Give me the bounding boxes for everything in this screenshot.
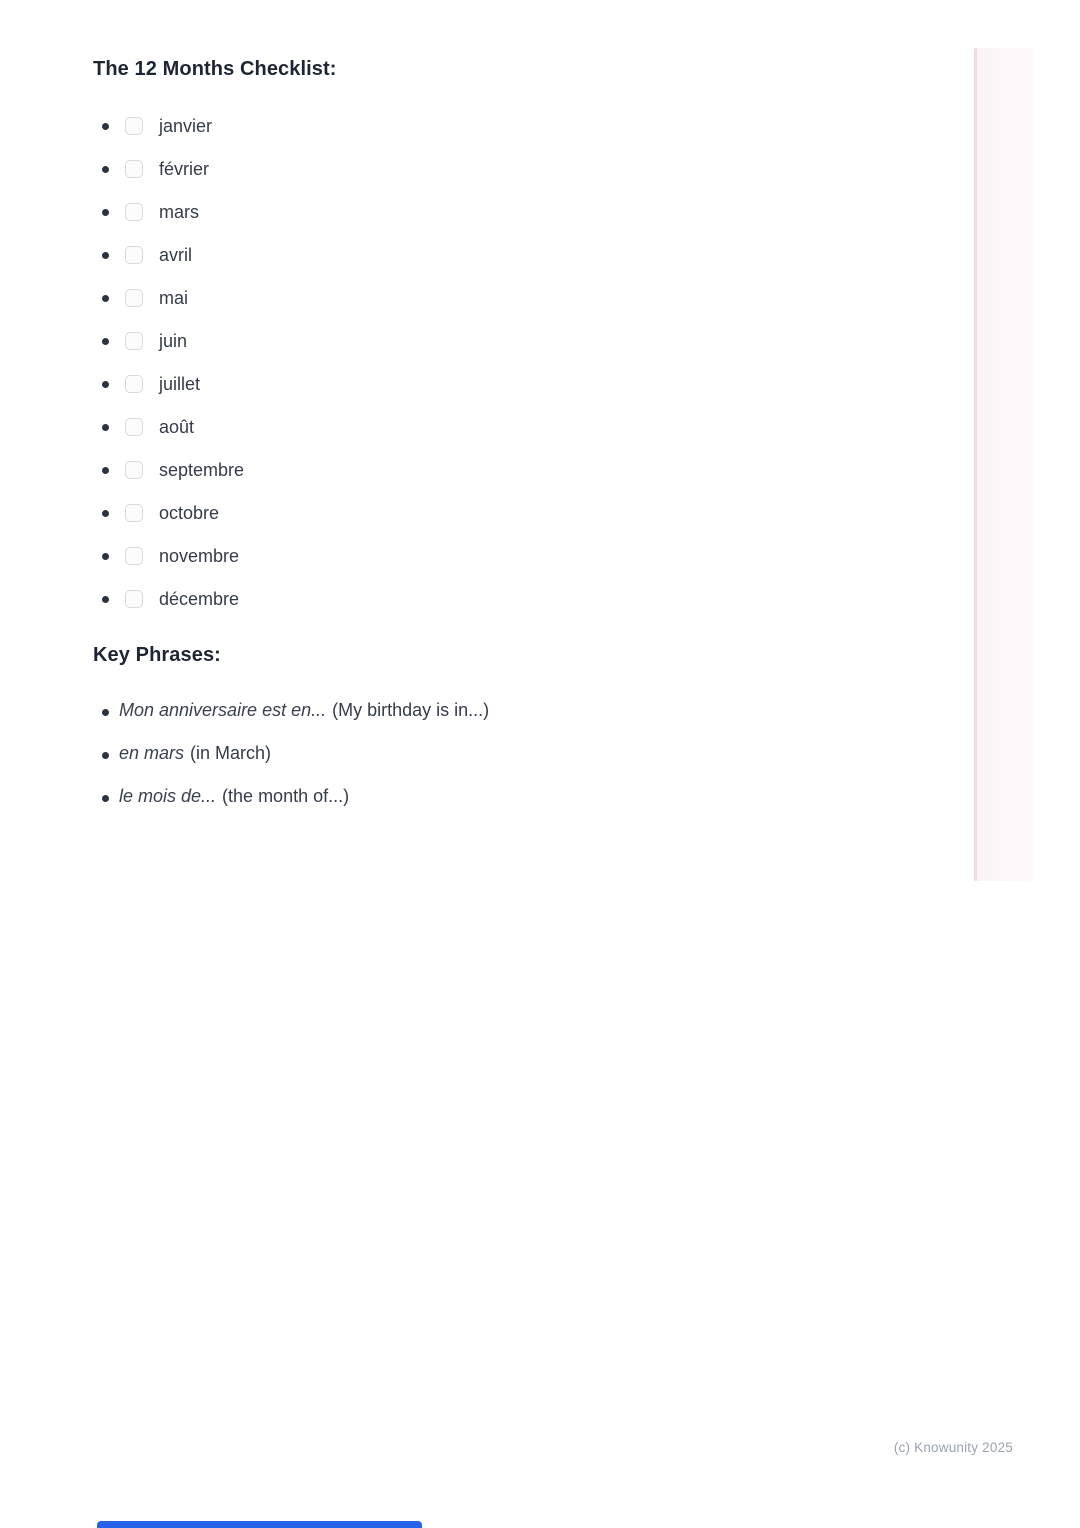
phrase-row bbox=[93, 740, 1013, 766]
month-label: mars bbox=[159, 202, 199, 222]
phrase-french: en mars bbox=[119, 743, 185, 763]
bullet-icon bbox=[102, 209, 109, 216]
month-checkbox[interactable] bbox=[125, 246, 143, 264]
checklist-title: The 12 Months Checklist: bbox=[93, 58, 337, 80]
phrase-french: le mois de... bbox=[119, 786, 217, 806]
bullet-icon bbox=[102, 338, 109, 345]
bullet-icon bbox=[102, 510, 109, 517]
month-label: mai bbox=[159, 288, 189, 308]
month-label: septembre bbox=[159, 460, 245, 480]
phrase-row bbox=[93, 697, 1013, 723]
bullet-icon bbox=[102, 424, 109, 431]
checklist-row bbox=[93, 285, 1013, 311]
phrase-english: (the month of...) bbox=[222, 786, 350, 806]
month-checkbox[interactable] bbox=[125, 332, 143, 350]
bullet-icon bbox=[102, 252, 109, 259]
checklist-row bbox=[93, 328, 1013, 354]
checklist-row bbox=[93, 457, 1013, 483]
copyright-text: (c) Knowunity 2025 bbox=[893, 1440, 1013, 1455]
checklist-row bbox=[93, 113, 1013, 139]
month-checkbox[interactable] bbox=[125, 117, 143, 135]
checklist-row bbox=[93, 199, 1013, 225]
bullet-icon bbox=[102, 467, 109, 474]
month-label: février bbox=[159, 159, 210, 179]
phrase-english: (in March) bbox=[190, 743, 272, 763]
month-checkbox[interactable] bbox=[125, 203, 143, 221]
month-checkbox[interactable] bbox=[125, 375, 143, 393]
month-label: avril bbox=[159, 245, 193, 265]
month-checkbox[interactable] bbox=[125, 504, 143, 522]
month-label: novembre bbox=[159, 546, 240, 566]
month-checkbox[interactable] bbox=[125, 547, 143, 565]
bullet-icon bbox=[102, 553, 109, 560]
progress-indicator-bar bbox=[97, 1521, 422, 1528]
month-label: juillet bbox=[159, 374, 201, 394]
checklist-row bbox=[93, 586, 1013, 612]
bullet-icon bbox=[102, 123, 109, 130]
bullet-icon bbox=[102, 596, 109, 603]
bullet-icon bbox=[102, 795, 109, 802]
phrase-row bbox=[93, 783, 1013, 809]
month-label: octobre bbox=[159, 503, 220, 523]
bullet-icon bbox=[102, 381, 109, 388]
key-phrases-list bbox=[93, 697, 1013, 809]
month-label: décembre bbox=[159, 589, 240, 609]
bullet-icon bbox=[102, 752, 109, 759]
key-phrases-title: Key Phrases: bbox=[93, 644, 221, 666]
checklist-row bbox=[93, 500, 1013, 526]
months-checklist bbox=[93, 113, 1013, 612]
phrase-french: Mon anniversaire est en... bbox=[119, 700, 327, 720]
month-label: juin bbox=[159, 331, 188, 351]
bullet-icon bbox=[102, 166, 109, 173]
page-content bbox=[93, 57, 1013, 826]
checklist-row bbox=[93, 156, 1013, 182]
checklist-row bbox=[93, 242, 1013, 268]
month-checkbox[interactable] bbox=[125, 461, 143, 479]
phrase-english: (My birthday is in...) bbox=[332, 700, 490, 720]
checklist-row bbox=[93, 543, 1013, 569]
checklist-row bbox=[93, 371, 1013, 397]
bullet-icon bbox=[102, 709, 109, 716]
checklist-row bbox=[93, 414, 1013, 440]
month-checkbox[interactable] bbox=[125, 590, 143, 608]
month-checkbox[interactable] bbox=[125, 289, 143, 307]
month-label: août bbox=[159, 417, 195, 437]
month-checkbox[interactable] bbox=[125, 418, 143, 436]
month-label: janvier bbox=[159, 116, 213, 136]
bullet-icon bbox=[102, 295, 109, 302]
month-checkbox[interactable] bbox=[125, 160, 143, 178]
